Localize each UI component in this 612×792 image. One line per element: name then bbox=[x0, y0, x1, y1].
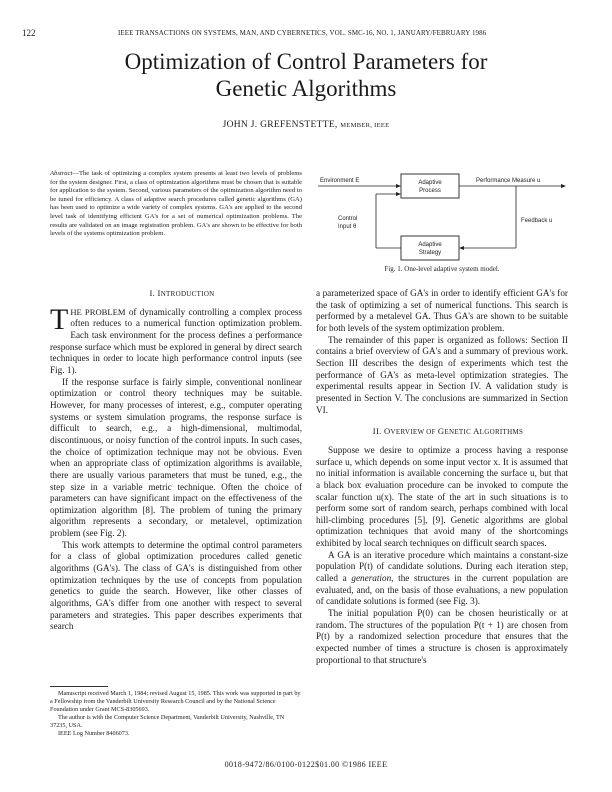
paper-title bbox=[60, 48, 552, 102]
author-line bbox=[60, 120, 552, 130]
author-membership: MEMBER, IEEE bbox=[340, 122, 390, 129]
strategy-box bbox=[401, 236, 459, 260]
title-line-1: Optimization of Control Parameters for bbox=[124, 49, 488, 74]
running-head: IEEE TRANSACTIONS ON SYSTEMS, MAN, AND CYBERNETICS, VOL. SMC-16, NO. 1, JANUARY/FEBRUARY 1986 bbox=[118, 29, 487, 37]
feedback-label: Feedback u bbox=[521, 218, 553, 224]
process-box bbox=[401, 174, 459, 198]
left-column bbox=[50, 288, 302, 633]
lead-caps: HE PROBLEM bbox=[70, 306, 126, 317]
footnote-affiliation: The author is with the Computer Science Department, Vanderbilt University, Nashville, TN 37235, USA. bbox=[50, 714, 285, 729]
page-number: 122 bbox=[22, 28, 36, 38]
process-label-2: Process bbox=[419, 188, 441, 194]
footnotes bbox=[50, 690, 302, 738]
footnote-log-number: IEEE Log Number 8406073. bbox=[58, 730, 130, 737]
section-1-heading: I. INTRODUCTION bbox=[149, 288, 215, 298]
environment-label: Environment E bbox=[320, 178, 360, 184]
abstract-lead: Abstract bbox=[50, 170, 73, 177]
section-1-paragraph-5: The remainder of this paper is organized as follows: Section II contains a brief overview of GA's and a summary of previous work. Section III describes the design of experiments which test the performance of GA's as meta-level optimization strategies. The experimental results appear in Section IV. A validation study is presented in Section V. The conclusions are summarized in Section VI. bbox=[316, 334, 568, 415]
right-column bbox=[316, 288, 568, 666]
section-1-paragraph-3: This work attempts to determine the optimal control parameters for a class of global optimization procedures called genetic algorithms (GA's). The class of GA's is distinguished from other optimization techniques by the use of concepts from population genetics to guide the search. However, like other classes of algorithms, GA's differ from one another with respect to several parameters and strategies. This paper describes experiments that search bbox=[50, 539, 302, 632]
figure-1-caption: Fig. 1. One-level adaptive system model. bbox=[384, 265, 500, 273]
process-label-1: Adaptive bbox=[418, 180, 442, 186]
dropcap: T bbox=[50, 302, 69, 336]
section-2-heading: II. OVERVIEW OF GENETIC ALGORITHMS bbox=[372, 426, 524, 437]
control-label-1: Control bbox=[338, 216, 358, 222]
control-label-2: Input θ bbox=[338, 224, 357, 230]
strategy-label-1: Adaptive bbox=[418, 242, 442, 248]
section-1-paragraph-4: a parameterized space of GA's in order to identify efficient GA's for the task of optimizing a set of numerical functions. This search is performed by a metalevel GA. Thus GA's are shown to be suitable for both levels of the system optimization problem. bbox=[316, 288, 568, 333]
strategy-label-2: Strategy bbox=[418, 250, 442, 256]
copyright-code: 0018-9472/86/0100-0122$01.00 ©1986 IEEE bbox=[224, 760, 388, 769]
title-line-2: Genetic Algorithms bbox=[215, 76, 397, 101]
section-1-paragraph-1: THE PROBLEM of dynamically controlling a complex process often reduces to a numerical function optimization problem. Each task environment for the process defines a performance response surface which must be explored in general by direct search techniques in order to locate high performance control inputs (see Fig. 1). bbox=[50, 302, 302, 375]
performance-label: Performance Measure u bbox=[476, 178, 541, 184]
abstract bbox=[50, 170, 302, 239]
section-2-paragraph-2: A GA is an iterative procedure which maintains a constant-size population P(t) of candidate solutions. During each iteration step, called a generation, the structures in the current population are evaluated, and, on the basis of those evaluations, a new population of candidate solutions is formed (see Fig. 3). bbox=[316, 549, 569, 607]
section-2-paragraph-3: The initial population P(0) can be chosen heuristically or at random. The structures of the population P(t + 1) are chosen from P(t) by a randomized selection procedure that ensures that the expected number of times a structure is chosen is approximately proportional to that structure's bbox=[316, 608, 568, 665]
footnote-rule bbox=[50, 686, 108, 687]
abstract-text: —The task of optimizing a complex system presents at least two levels of problems for the system designer. First, a class of optimization algorithms must be chosen that is suitable for application to the system. Second, various parameters of the optimization algorithm need to be tuned for efficiency. A class of adaptive search procedures called genetic algorithms (GA) has been used to optimize a wide variety of complex systems. GA's are applied to the second level task of identifying efficient GA's for a set of numerical optimization problems. The results are validated on an image registration problem. GA's are shown to be effective for both levels of the systems optimization problem. bbox=[50, 170, 302, 238]
section-1-paragraph-2: If the response surface is fairly simple, conventional nonlinear optimization or control theory techniques may be suitable. However, for many processes of interest, e.g., computer operating systems or system simulation programs, the response surface is difficult to search, e.g., a high-dimensional, multimodal, discontinuous, or noisy function of the control inputs. In such cases, the choice of optimization technique may not be obvious. Even when an appropriate class of optimization algorithms is available, there are usually various parameters that must be tuned, e.g., the step size in a variable metric technique. Often the choice of parameters can have significant impact on the effectiveness of the optimization algorithm [8]. The problem of tuning the primary algorithm represents a secondary, or metalevel, optimization problem (see Fig. 2). bbox=[50, 376, 302, 539]
figure-1-diagram bbox=[316, 170, 568, 280]
section-2-paragraph-1: Suppose we desire to optimize a process having a response surface u, which depends on some input vector x. It is assumed that no initial information is available concerning the surface u, but that a black box evaluation procedure can be invoked to compute the scalar function u(x). The state of the art in such situations is to perform some sort of random search, perhaps combined with local hill-climbing procedures [5], [9]. Genetic algorithms are global optimization techniques that avoid many of the shortcomings exhibited by local search techniques on difficult search spaces. bbox=[316, 444, 568, 549]
footnote-manuscript: Manuscript received March 1, 1984; revised August 15, 1985. This work was supported in part by a Fellowship from the Vanderbilt University Research Council and by the National Science Foundation under Grant MCS-8305693. bbox=[50, 690, 301, 713]
author-name: JOHN J. GREFENSTETTE, bbox=[222, 120, 338, 130]
